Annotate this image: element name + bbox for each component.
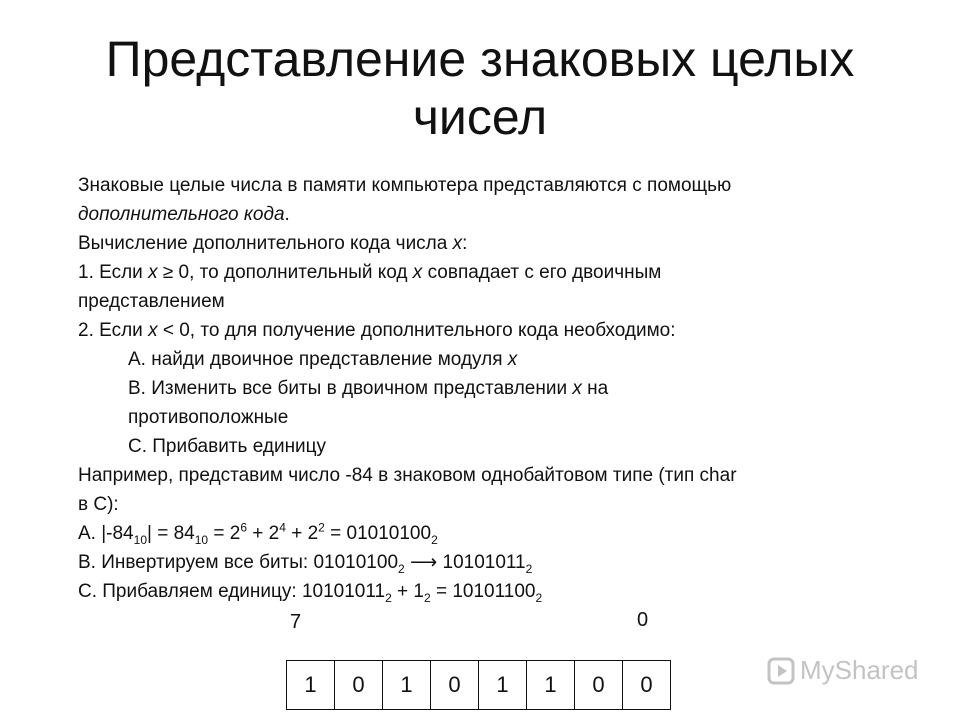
math-c-sub2-2: 2	[424, 590, 431, 605]
rule-1	[78, 258, 918, 287]
calc-heading-colon: :	[462, 233, 468, 254]
intro-period: .	[284, 204, 290, 225]
watermark	[766, 655, 919, 686]
math-line-a	[78, 519, 918, 548]
step-a	[78, 345, 918, 374]
math-a-eq: = 01010100	[324, 523, 432, 544]
math-a-sub10-1: 10	[133, 532, 147, 547]
math-b-sub2-2: 2	[525, 561, 533, 576]
example-line-1	[78, 461, 918, 490]
intro-line-2	[78, 200, 918, 229]
rule-2-pre: 2. Если	[78, 320, 149, 341]
intro-text: Знаковые целые числа в памяти компьютера представляются с помощью	[78, 175, 732, 196]
step-b-post: на	[581, 378, 609, 399]
math-c-sub2-1: 2	[385, 590, 392, 605]
step-b-text: B. Изменить все биты в двоичном представлении	[128, 378, 573, 399]
math-a-exp4: 4	[279, 520, 286, 535]
rule-1-var: x	[148, 262, 158, 283]
calc-heading-text: Вычисление дополнительного кода числа	[78, 233, 453, 254]
step-c-text: C. Прибавить единицу	[128, 436, 327, 457]
bit-cell-5: 1	[383, 661, 431, 709]
example-text-1: Например, представим число -84 в знаковом однобайтовом типе (тип char	[78, 465, 737, 486]
rule-1-var-2: x	[412, 262, 423, 283]
math-b-sub2-1: 2	[398, 561, 405, 576]
bit-cell-0: 0	[623, 661, 671, 709]
math-a-sub10-2: 10	[194, 532, 209, 547]
intro-line	[78, 171, 918, 200]
bit-cell-3: 1	[479, 661, 527, 709]
slide-body	[78, 171, 918, 606]
example-line-2	[78, 490, 918, 519]
math-a-plus-1: + 2	[247, 523, 280, 544]
math-b-prefix: B. Инвертируем все биты: 01010100	[78, 552, 399, 573]
math-line-c	[78, 577, 918, 606]
bit-cell-6: 0	[335, 661, 383, 709]
step-b	[78, 374, 918, 403]
bit-index-low: 0	[637, 609, 649, 631]
math-a-prefix: A. |-84	[78, 523, 134, 544]
calc-heading-var: x	[452, 233, 463, 254]
example-text-2: в C):	[78, 494, 119, 515]
rule-1-post: совпадает с его двоичным	[422, 262, 662, 283]
math-a-plus-2: + 2	[285, 523, 319, 544]
slide-title: Представление знаковых целых чисел	[105, 31, 855, 145]
bit-cell-2: 1	[527, 661, 575, 709]
math-c-sub2-3: 2	[535, 590, 543, 605]
rule-1-cont: представлением	[78, 291, 225, 312]
math-c-eq: = 10101100	[430, 581, 536, 602]
rule-2	[78, 316, 918, 345]
math-b-arrow: ⟶ 10101011	[404, 552, 526, 573]
math-a-exp6: 6	[240, 520, 248, 535]
myshared-logo-icon	[766, 656, 796, 686]
step-c	[78, 432, 918, 461]
intro-italic-term: дополнительного кода	[78, 204, 285, 225]
step-b-var: x	[572, 378, 582, 399]
step-b-cont: противоположные	[128, 407, 289, 428]
math-line-b	[78, 548, 918, 577]
math-c-prefix: C. Прибавляем единицу: 10101011	[78, 581, 386, 602]
step-a-var: x	[507, 349, 518, 370]
rule-1-mid: ≥ 0, то дополнительный код	[157, 262, 413, 283]
bit-cell-4: 0	[431, 661, 479, 709]
math-c-plus: + 1	[391, 581, 425, 602]
bit-cell-7: 1	[287, 661, 335, 709]
math-a-sub2: 2	[431, 532, 438, 547]
bit-cell-1: 0	[575, 661, 623, 709]
bit-index-high: 7	[290, 611, 302, 633]
math-a-mid1: | = 84	[147, 523, 195, 544]
rule-2-var: x	[148, 320, 158, 341]
step-a-text: A. найди двоичное представление модуля	[128, 349, 508, 370]
calc-heading	[78, 229, 918, 258]
rule-2-post: < 0, то для получение дополнительного кода необходимо:	[157, 320, 676, 341]
rule-1-continuation	[78, 287, 918, 316]
step-b-continuation	[78, 403, 918, 432]
bit-box-row	[286, 660, 671, 710]
math-a-mid2: = 2	[208, 523, 241, 544]
rule-1-pre: 1. Если	[78, 262, 149, 283]
math-a-exp2: 2	[318, 520, 325, 535]
watermark-text: MyShared	[800, 655, 919, 685]
